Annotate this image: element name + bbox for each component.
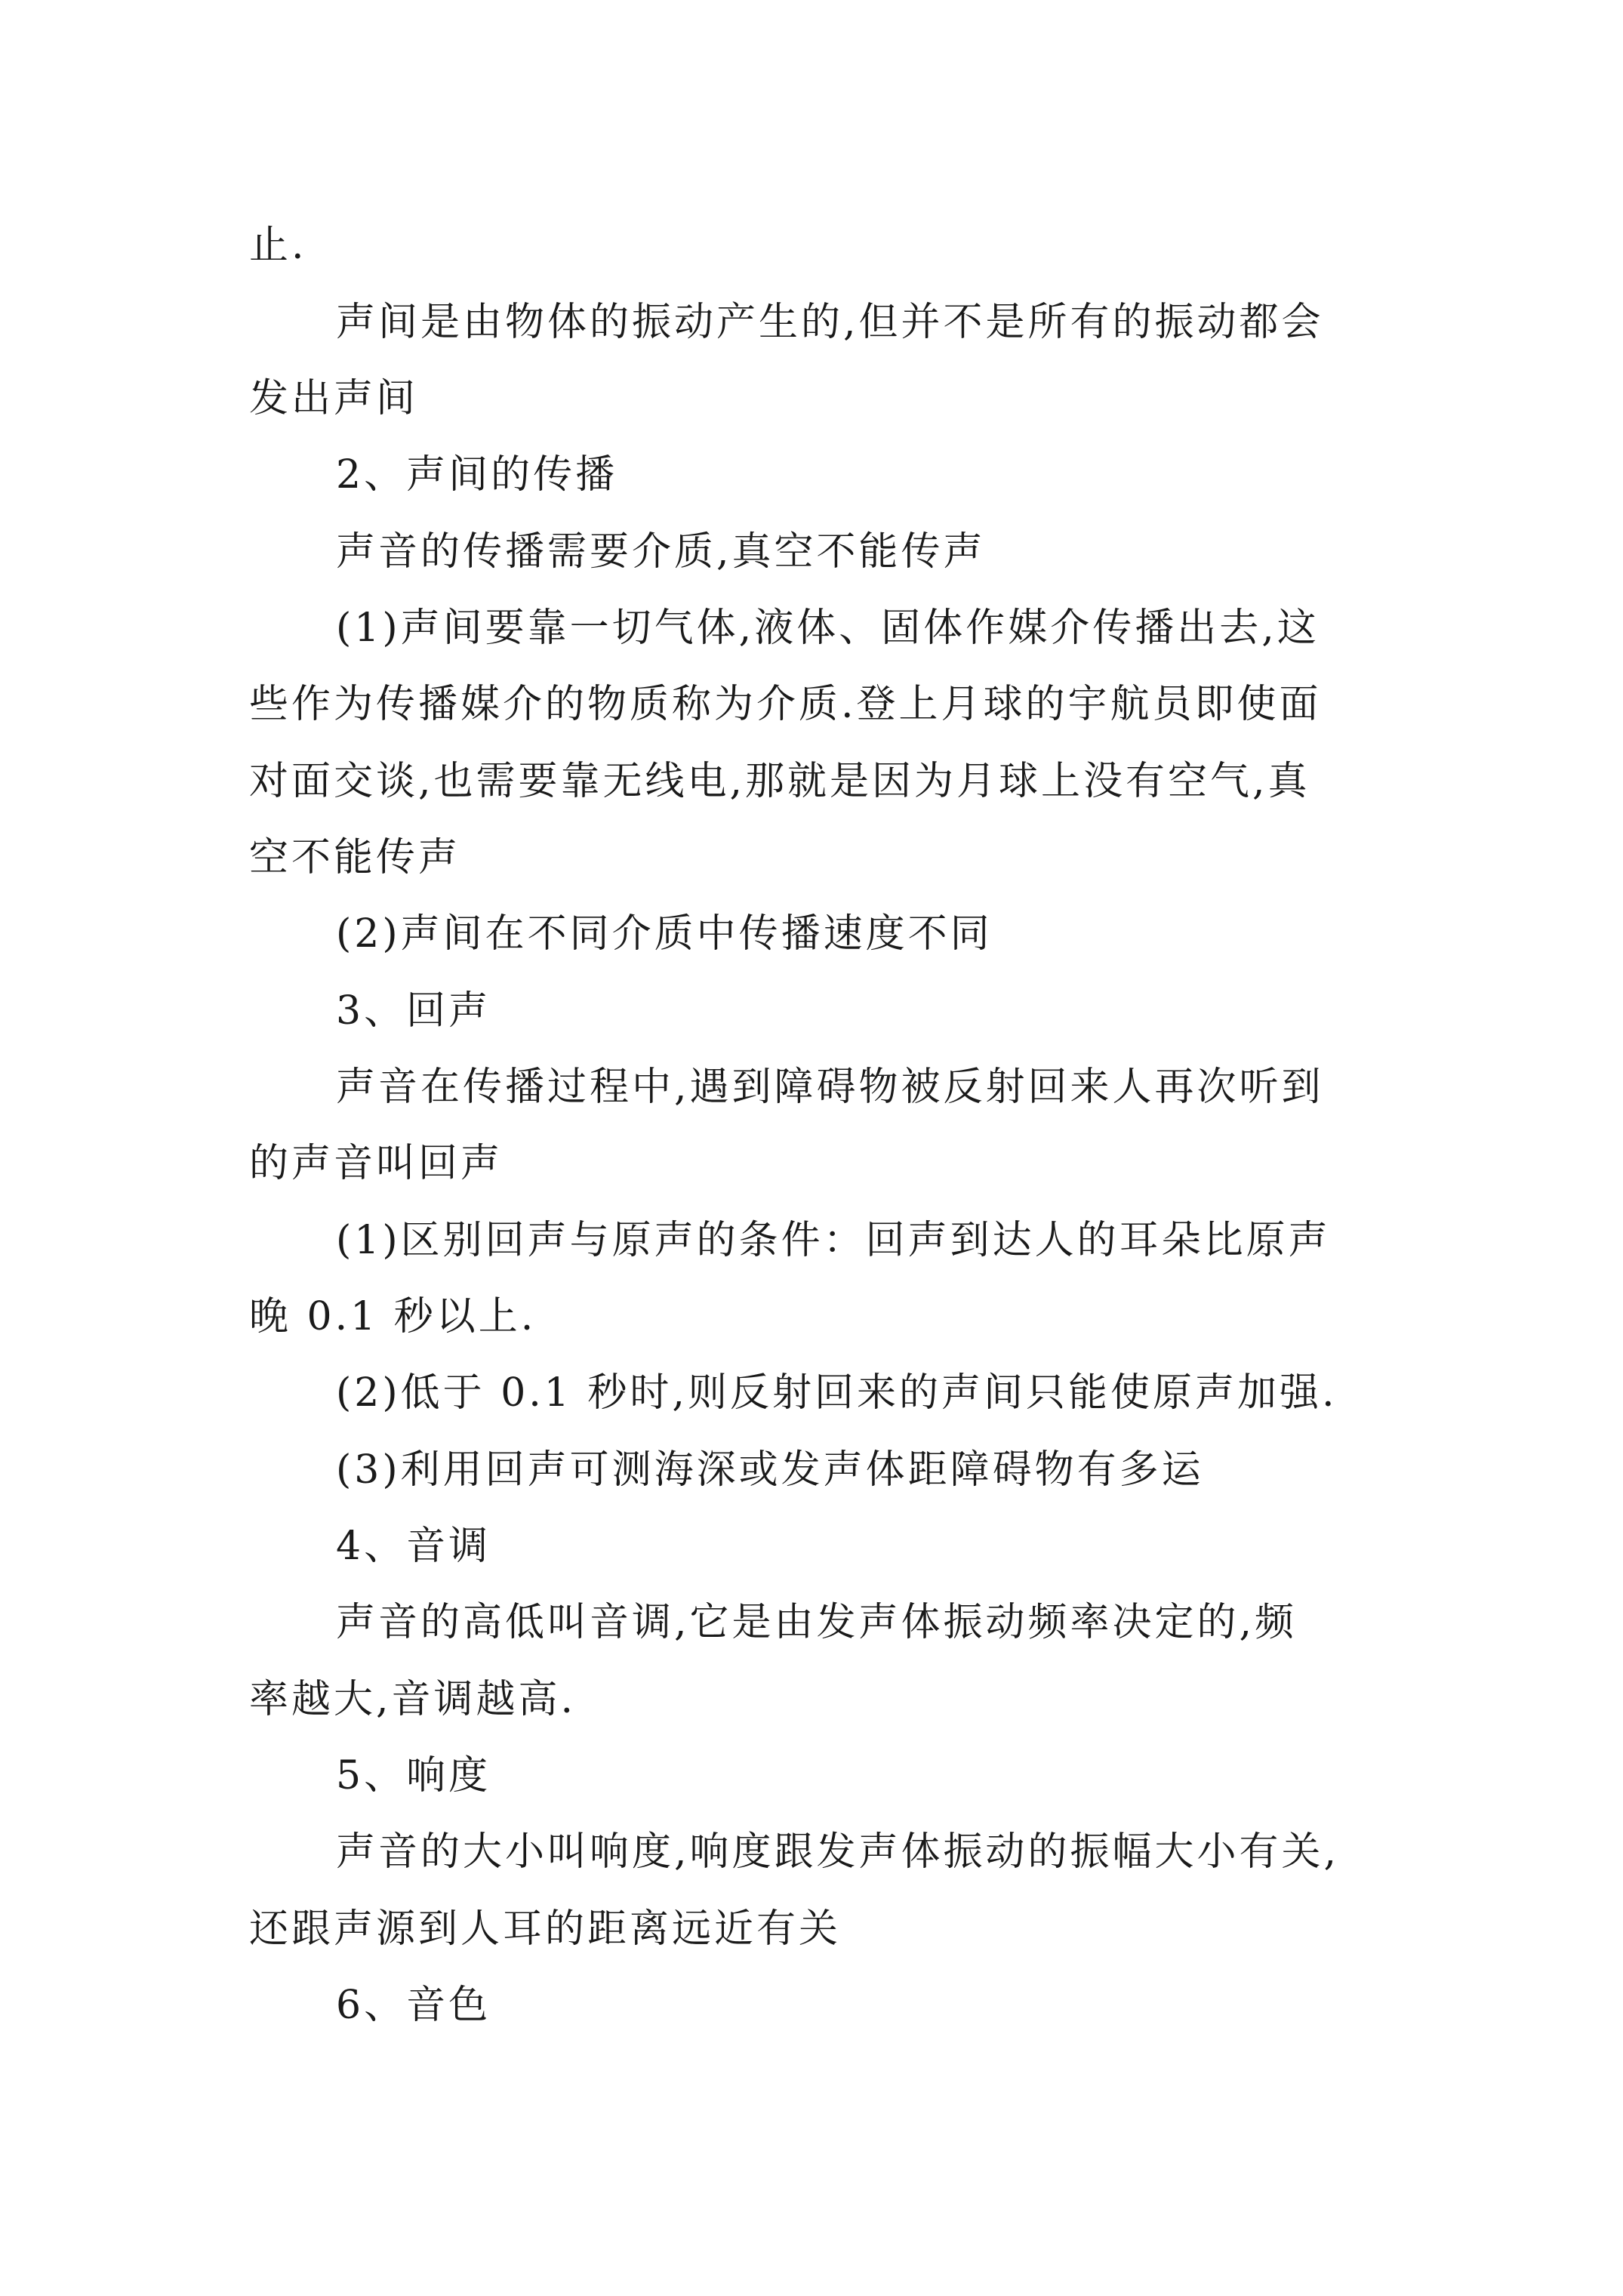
- paragraph-line: (2)低于 0.1 秒时,则反射回来的声间只能使原声加强.: [336, 1370, 1338, 1416]
- paragraph-line: 声音的高低叫音调,它是由发声体振动频率决定的,频: [336, 1600, 1298, 1645]
- text-line: 空不能传声: [249, 835, 461, 880]
- text-line: 还跟声源到人耳的距离远近有关: [249, 1906, 842, 1952]
- paragraph-line: (1)声间要靠一切气体,液体、固体作媒介传播出去,这: [336, 606, 1320, 651]
- text-line: 止.: [249, 223, 307, 268]
- paragraph-line: 声间是由物体的振动产生的,但并不是所有的振动都会: [336, 300, 1324, 345]
- paragraph-line: 声音的传播需要介质,真空不能传声: [336, 529, 986, 575]
- section-heading: 4、音调: [336, 1524, 491, 1569]
- text-line: 发出声间: [249, 376, 419, 421]
- text-line: 晚 0.1 秒以上.: [249, 1294, 537, 1339]
- paragraph-line: (3)利用回声可测海深或发声体距障碍物有多运: [336, 1447, 1204, 1493]
- section-heading: 3、回声: [336, 988, 491, 1034]
- section-heading: 5、响度: [336, 1753, 491, 1798]
- section-heading: 6、音色: [336, 1983, 491, 2028]
- section-heading: 2、声间的传播: [336, 452, 618, 498]
- text-line: 的声音叫回声: [249, 1141, 504, 1186]
- paragraph-line: 声音的大小叫响度,响度跟发声体振动的振幅大小有关,: [336, 1829, 1340, 1875]
- text-line: 些作为传播媒介的物质称为介质.登上月球的宇航员即使面: [249, 682, 1322, 727]
- paragraph-line: (2)声间在不同介质中传播速度不同: [336, 911, 993, 957]
- paragraph-line: (1)区别回声与原声的条件：回声到达人的耳朵比原声: [336, 1218, 1331, 1263]
- text-line: 率越大,音调越高.: [249, 1677, 577, 1722]
- paragraph-line: 声音在传播过程中,遇到障碍物被反射回来人再次听到: [336, 1065, 1324, 1110]
- text-line: 对面交谈,也需要靠无线电,那就是因为月球上没有空气,真: [249, 759, 1310, 804]
